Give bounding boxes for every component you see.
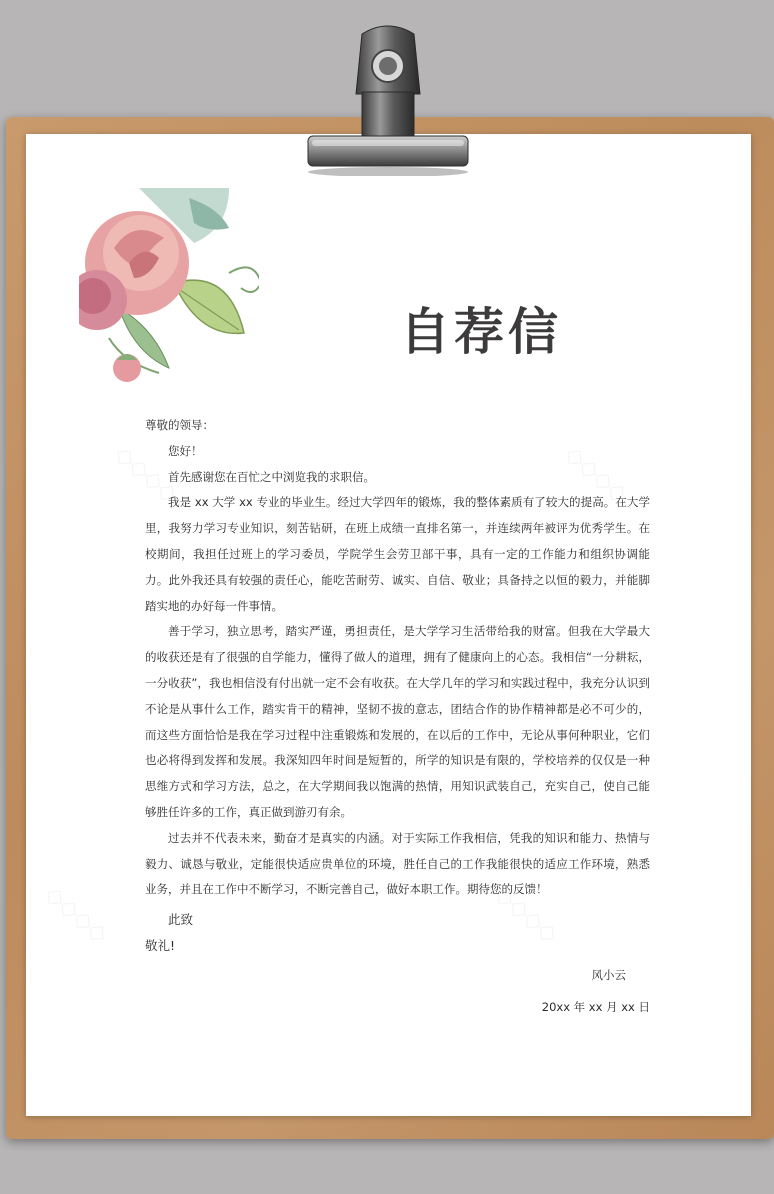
intro-line: 首先感谢您在百忙之中浏览我的求职信。 (168, 469, 375, 484)
letter-title: 自荐信 (400, 302, 562, 361)
rose-illustration (79, 188, 259, 398)
paragraph-3: 过去并不代表未来，勤奋才是真实的内涵。对于实际工作我相信，凭我的知识和能力、热情与毅力、诚恳与敬业，定能很快适应贵单位的环境，胜任自己的工作我能很快的适应工作环境，熟悉业务，并且在工作中不断学习，不断完善自己，做好本职工作。期待您的反馈！ (145, 830, 650, 897)
closing-line-2: 敬礼! (145, 937, 176, 953)
salutation: 尊敬的领导： (145, 418, 214, 432)
letter-date: 20xx 年 xx 月 xx 日 (541, 999, 650, 1014)
binder-clip-icon (300, 24, 476, 176)
paragraph-2: 善于学习，独立思考，踏实严谨，勇担责任，是大学学习生活带给我的财富。但我在大学最大的收获还是有了很强的自学能力，懂得了做人的道理，拥有了健康向上的心态。我相信“一分耕耘，一分收获”，我也相信没有付出就一定不会有收获。在大学几年的学习和实践过程中，我充分认识到不论是从事什么工作，踏实肯干的精神，坚韧不拔的意志，团结合作的协作精神都是必不可少的，而这些方面恰恰是我在学习过程中注重锻炼和发展的，在以后的工作中，无论从事何种职业，它们也必将得到发挥和发展。我深知四年时间是短暂的，所学的知识是有限的，学校培养的仅仅是一种思维方式和学习方法，总之，在大学期间我以饱满的热情，用知识武装自己，充实自己，使自己能够胜任许多的工作，真正做到游刃有余。 (145, 624, 650, 819)
signature: 风小云 (591, 967, 626, 982)
paragraph-1: 我是 xx 大学 xx 专业的毕业生。经过大学四年的锻炼，我的整体素质有了较大的提高。在大学里，我努力学习专业知识，刻苦钻研，在班上成绩一直排名第一，并连续两年被评为优秀学生。在校期间，我担任过班上的学习委员，学院学生会劳卫部干事，具有一定的工作能力和组织协调能力。此外我还具有较强的责任心，能吃苦耐劳、诚实、自信、敬业；具备持之以恒的毅力，并能脚踏实地的办好每一件事情。 (145, 495, 650, 613)
letter-body (145, 413, 650, 1020)
closing-line-1: 此致 (168, 912, 194, 928)
greeting: 您好！ (168, 443, 203, 458)
